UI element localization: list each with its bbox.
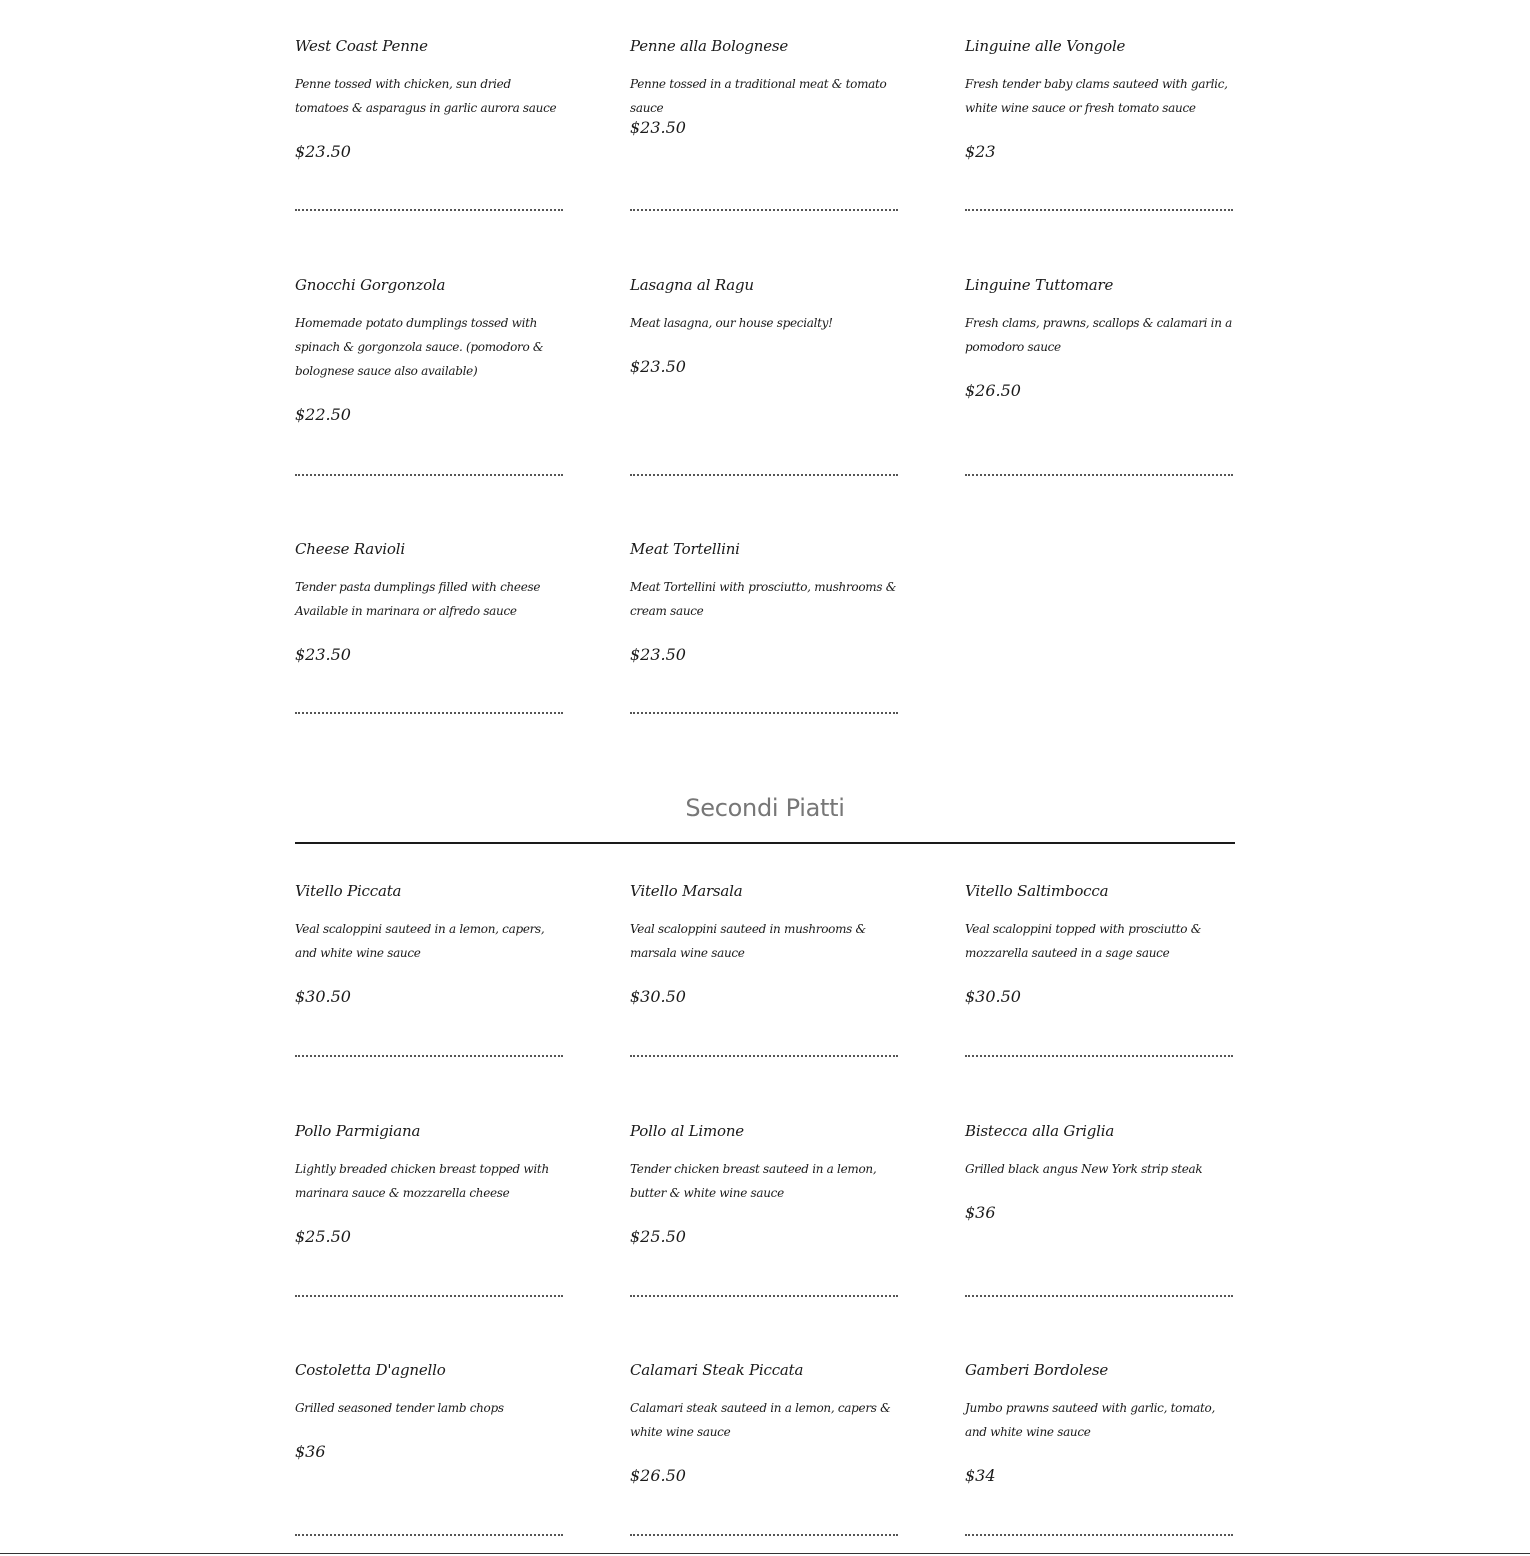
- menu-item-name: Penne alla Bolognese: [630, 37, 789, 55]
- menu-item-name: Vitello Piccata: [295, 882, 402, 900]
- menu-item-name: Gnocchi Gorgonzola: [295, 276, 446, 294]
- dotted-divider: [630, 209, 898, 211]
- menu-item-description: Calamari steak sauteed in a lemon, capers & white wine sauce: [630, 1401, 891, 1439]
- dotted-divider: [630, 474, 898, 476]
- menu-item-name: Pollo Parmigiana: [295, 1122, 421, 1140]
- menu-item-name: West Coast Penne: [295, 37, 428, 55]
- menu-item-price: $26.50: [630, 1466, 686, 1485]
- dotted-divider: [295, 712, 563, 714]
- menu-item-price: $30.50: [630, 987, 686, 1006]
- menu-item-description: Meat Tortellini with prosciutto, mushrooms & cream sauce: [630, 580, 897, 618]
- menu-item-name: Cheese Ravioli: [295, 540, 405, 558]
- menu-item-name: Meat Tortellini: [630, 540, 740, 558]
- menu-item-price: $26.50: [965, 381, 1021, 400]
- menu-item-description: Fresh tender baby clams sauteed with garlic, white wine sauce or fresh tomato sauce: [965, 77, 1228, 115]
- menu-item-name: Lasagna al Ragu: [630, 276, 754, 294]
- dotted-divider: [965, 1295, 1233, 1297]
- menu-item-description: Veal scaloppini topped with prosciutto & mozzarella sauteed in a sage sauce: [965, 922, 1202, 960]
- menu-item-name: Pollo al Limone: [630, 1122, 744, 1140]
- dotted-divider: [295, 1295, 563, 1297]
- dotted-divider: [630, 1534, 898, 1536]
- menu-item-price: $25.50: [630, 1227, 686, 1246]
- menu-item-price: $23.50: [630, 118, 686, 137]
- menu-item-price: $30.50: [965, 987, 1021, 1006]
- dotted-divider: [295, 209, 563, 211]
- menu-item-description: Jumbo prawns sauteed with garlic, tomato, and white wine sauce: [965, 1401, 1215, 1439]
- menu-item-description: Veal scaloppini sauteed in mushrooms & marsala wine sauce: [630, 922, 866, 960]
- menu-item-name: Gamberi Bordolese: [965, 1361, 1109, 1379]
- dotted-divider: [295, 1534, 563, 1536]
- menu-item-description: Penne tossed in a traditional meat & tomato sauce: [630, 77, 887, 115]
- menu-item-price: $23.50: [630, 357, 686, 376]
- menu-item-description: Tender chicken breast sauteed in a lemon, butter & white wine sauce: [630, 1162, 877, 1200]
- dotted-divider: [295, 1055, 563, 1057]
- menu-item-name: Linguine alle Vongole: [965, 37, 1126, 55]
- menu-item-description: Veal scaloppini sauteed in a lemon, capers, and white wine sauce: [295, 922, 545, 960]
- menu-item-price: $23: [965, 142, 996, 161]
- menu-item-price: $30.50: [295, 987, 351, 1006]
- menu-item-description: Lightly breaded chicken breast topped with marinara sauce & mozzarella cheese: [295, 1162, 549, 1200]
- dotted-divider: [965, 1055, 1233, 1057]
- menu-item-description: Grilled seasoned tender lamb chops: [295, 1401, 504, 1415]
- menu-item-price: $23.50: [295, 645, 351, 664]
- dotted-divider: [630, 712, 898, 714]
- menu-item-price: $22.50: [295, 405, 351, 424]
- menu-item-name: Vitello Saltimbocca: [965, 882, 1109, 900]
- section-divider: [295, 842, 1235, 844]
- dotted-divider: [630, 1295, 898, 1297]
- dotted-divider: [965, 209, 1233, 211]
- menu-item-description: Grilled black angus New York strip steak: [965, 1162, 1203, 1176]
- dotted-divider: [965, 1534, 1233, 1536]
- menu-item-description: Tender pasta dumplings filled with cheese Available in marinara or alfredo sauce: [295, 580, 541, 618]
- menu-item-name: Linguine Tuttomare: [965, 276, 1114, 294]
- menu-item-name: Costoletta D'agnello: [295, 1361, 446, 1379]
- menu-item-name: Vitello Marsala: [630, 882, 743, 900]
- menu-item-price: $36: [295, 1442, 326, 1461]
- menu-item-description: Homemade potato dumplings tossed with spinach & gorgonzola sauce. (pomodoro & bolognese sauce also available): [295, 316, 544, 378]
- dotted-divider: [630, 1055, 898, 1057]
- menu-item-price: $23.50: [630, 645, 686, 664]
- menu-item-price: $23.50: [295, 142, 351, 161]
- menu-item-name: Calamari Steak Piccata: [630, 1361, 804, 1379]
- menu-item-price: $36: [965, 1203, 996, 1222]
- dotted-divider: [295, 474, 563, 476]
- menu-item-description: Meat lasagna, our house specialty!: [630, 316, 833, 330]
- section-title: Secondi Piatti: [685, 794, 845, 822]
- menu-item-description: Fresh clams, prawns, scallops & calamari in a pomodoro sauce: [965, 316, 1233, 354]
- menu-item-price: $34: [965, 1466, 996, 1485]
- page-bottom-border: [0, 1553, 1530, 1554]
- menu-item-name: Bistecca alla Griglia: [965, 1122, 1115, 1140]
- menu-item-price: $25.50: [295, 1227, 351, 1246]
- dotted-divider: [965, 474, 1233, 476]
- menu-item-description: Penne tossed with chicken, sun dried tomatoes & asparagus in garlic aurora sauce: [295, 77, 557, 115]
